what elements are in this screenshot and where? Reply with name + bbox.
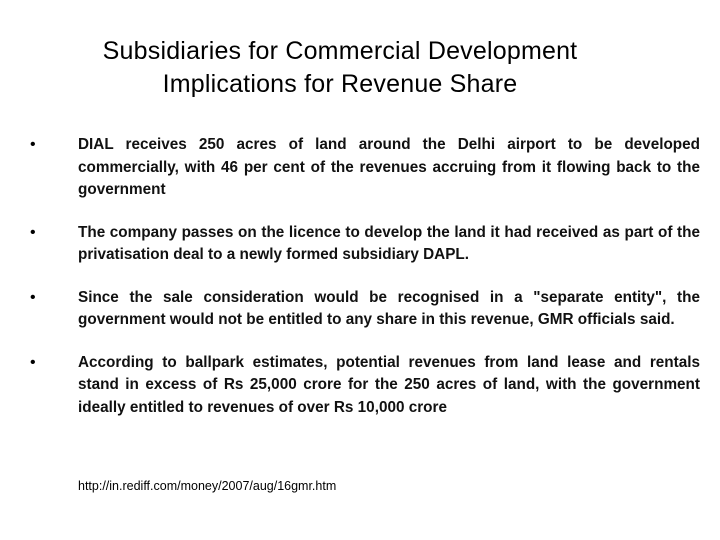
bullet-icon: •	[30, 288, 36, 306]
bullet-text: Since the sale consideration would be recognised in a "separate entity", the government would not be entitled to any share in this revenue, GMR officials said.	[78, 288, 700, 328]
bullet-item	[30, 134, 700, 202]
title-line-1: Subsidiaries for Commercial Development	[102, 36, 578, 65]
source-link[interactable]: http://in.rediff.com/money/2007/aug/16gmr.htm	[78, 479, 337, 493]
slide-title	[0, 35, 680, 101]
bullet-text: The company passes on the licence to develop the land it had received as part of the privatisation deal to a newly formed subsidiary DAPL.	[78, 223, 700, 263]
bullet-text: DIAL receives 250 acres of land around the Delhi airport to be developed commercially, with 46 per cent of the revenues accruing from it flowing back to the government	[78, 136, 700, 198]
bullet-item	[30, 222, 700, 267]
bullet-item	[30, 287, 700, 332]
bullet-icon: •	[30, 136, 36, 153]
bullet-icon: •	[30, 353, 36, 371]
bullet-icon: •	[30, 223, 36, 241]
bullet-item	[30, 352, 700, 420]
bullet-list	[30, 134, 700, 439]
bullet-text: According to ballpark estimates, potential revenues from land lease and rentals stand in excess of Rs 25,000 crore for the 250 acres of land, with the government ideally entitled to revenues of over Rs 10,000 crore	[78, 353, 700, 416]
title-line-2: Implications for Revenue Share	[162, 69, 518, 98]
